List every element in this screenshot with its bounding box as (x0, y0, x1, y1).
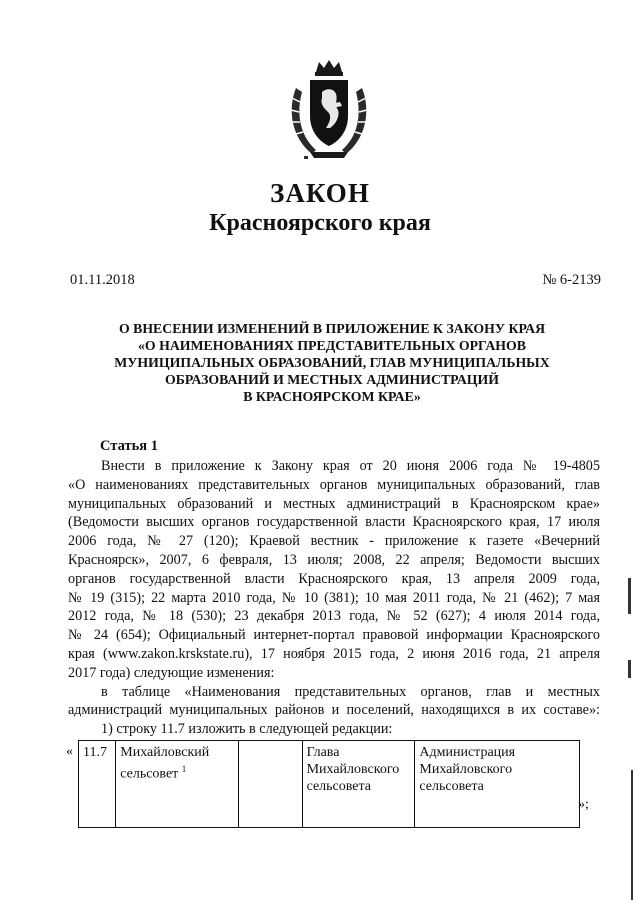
body-line: (Ведомости высших органов государственной власти Красноярского края, 17 июля (68, 514, 600, 531)
body-line: в таблице «Наименования представительных органов, глав и местных (101, 683, 600, 700)
scan-margin-mark (628, 578, 631, 614)
amendment-table (78, 740, 580, 828)
municipality-name: Михайловский сельсовет (120, 745, 210, 782)
law-date: 01.11.2018 (70, 272, 135, 288)
body-line: края (www.zakon.krskstate.ru), 17 ноября 2015 года, 2 июня 2016 года, 21 апреля (68, 645, 600, 662)
body-line: «О наименованиях представительных органов муниципальных образований, глав (68, 476, 600, 493)
law-number: № 6-2139 (542, 272, 601, 288)
cell-representative-body (239, 741, 302, 828)
heading-line: «О НАИМЕНОВАНИЯХ ПРЕДСТАВИТЕЛЬНЫХ ОРГАНОВ (138, 338, 526, 353)
article-body (68, 457, 600, 739)
body-line: № 19 (315); 22 марта 2010 года, № 10 (381); 10 мая 2011 года, № 21 (462); 7 мая (68, 589, 600, 606)
cell-head: Глава Михайловского сельсовета (302, 741, 415, 828)
article-title: Статья 1 (100, 438, 158, 454)
body-line: № 24 (654); Официальный интернет-портал правовой информации Красноярского (68, 627, 600, 644)
scan-margin-mark (628, 660, 631, 678)
heading-line: ОБРАЗОВАНИЙ И МЕСТНЫХ АДМИНИСТРАЦИЙ (164, 372, 499, 387)
body-line: муниципальных образований и местных администраций в Красноярском крае» (68, 495, 600, 512)
heading-line: В КРАСНОЯРСКОМ КРАЕ» (243, 389, 421, 404)
body-line: Красноярск», 2007, 6 февраля, 13 июля; 2008, 22 апреля; Ведомости высших (68, 551, 600, 568)
body-line: органов государственной власти Красноярского края, 13 апреля 2009 года, (68, 570, 600, 587)
coat-of-arms-emblem (286, 58, 372, 162)
cell-row-number: 11.7 (79, 741, 116, 828)
law-title: ЗАКОН (270, 178, 370, 208)
close-quote: »; (578, 797, 589, 812)
body-line: 2006 года, № 27 (120); Краевой вестник - приложение к газете «Вечерний (68, 533, 600, 550)
footnote-mark: 1 (181, 764, 187, 774)
open-quote: « (66, 744, 73, 759)
heading-line: МУНИЦИПАЛЬНЫХ ОБРАЗОВАНИЙ, ГЛАВ МУНИЦИПАЛЬНЫХ (114, 355, 550, 370)
table-row (79, 741, 580, 828)
heading-line: О ВНЕСЕНИИ ИЗМЕНЕНИЙ В ПРИЛОЖЕНИЕ К ЗАКОНУ КРАЯ (118, 321, 546, 336)
body-line: Внести в приложение к Закону края от 20 июня 2006 года № 19-4805 (101, 458, 600, 474)
body-line: 2012 года, № 18 (530); 23 декабря 2013 года, № 52 (627); 4 июля 2014 года, (68, 608, 600, 625)
law-subtitle: Красноярского края (209, 210, 431, 236)
cell-administration: Администрация Михайловского сельсовета (415, 741, 580, 828)
body-line: администраций муниципальных районов и поселений, находящихся в их составе»: (68, 702, 600, 719)
body-line: 2017 года) следующие изменения: (68, 664, 275, 681)
scan-margin-mark (631, 770, 633, 900)
item-line: 1) строку 11.7 изложить в следующей редакции: (101, 721, 393, 738)
law-heading (82, 320, 582, 405)
cell-municipality (116, 741, 239, 828)
